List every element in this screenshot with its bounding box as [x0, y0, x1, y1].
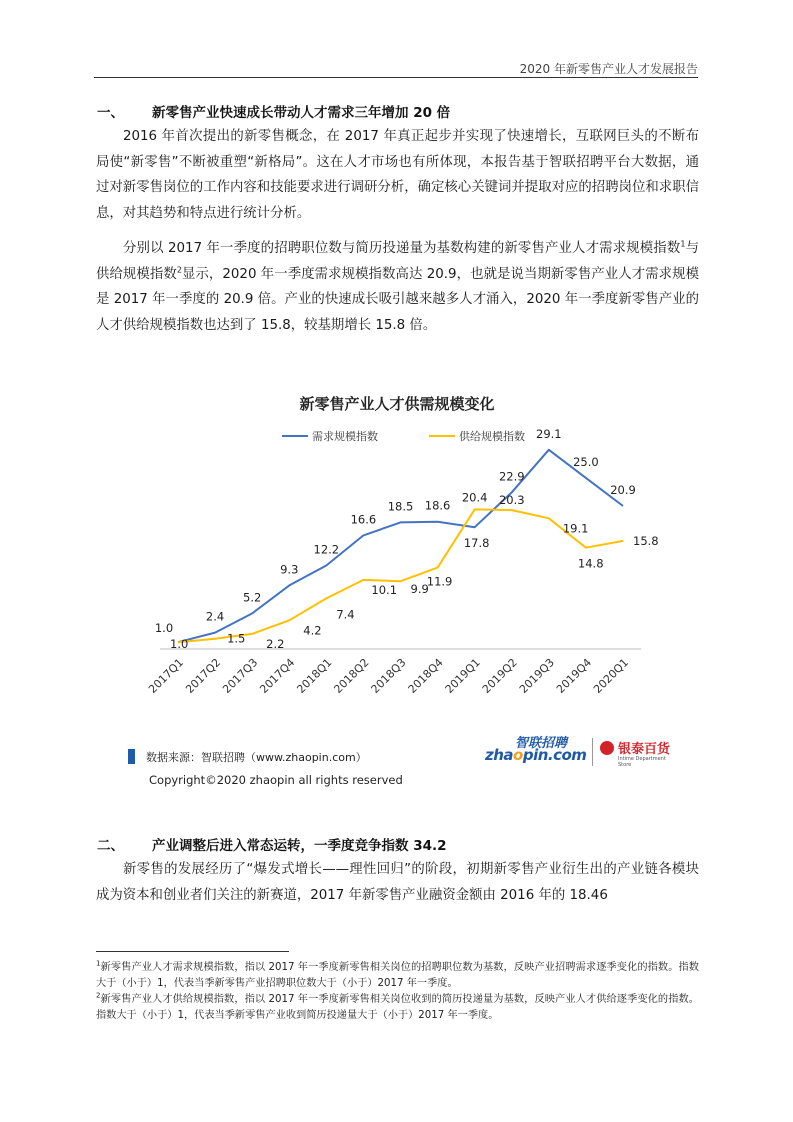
zhaopin-logo-cn: 智联招聘	[515, 736, 568, 751]
zhaopin-logo	[485, 732, 585, 768]
data-label-demand: 16.6	[350, 512, 377, 527]
data-label-demand: 9.3	[280, 562, 299, 577]
x-tick-label: 2019Q4	[553, 655, 595, 696]
x-tick-label: 2017Q2	[183, 655, 224, 696]
data-label-supply: 14.8	[577, 556, 604, 571]
data-label-supply: 15.8	[633, 533, 659, 548]
source-row	[128, 736, 671, 774]
footnote-1-text: 新零售产业人才需求规模指数，指以 2017 年一季度新零售相关岗位的招聘职位数为基数，反映产业招聘需求逐季变化的指数。指数大于（小于）1，代表当季新零售产业招聘职位数大于（小于）2017 年一季度。	[96, 962, 699, 989]
x-tick-label: 2019Q2	[479, 655, 520, 696]
x-tick-label: 2017Q1	[146, 655, 187, 696]
x-tick-label: 2017Q4	[257, 655, 298, 696]
section-1-paragraph-1: 2016 年首次提出的新零售概念，在 2017 年真正起步并实现了快速增长，互联网巨头的不断布局使“新零售”不断被重塑“新格局”。这在人才市场也有所体现，本报告基于智联招聘平台大数据，通过对新零售岗位的工作内容和技能要求进行调研分析，确定核心关键词并提取对应的招聘岗位和求职信息，对其趋势和特点进行统计分析。	[96, 129, 699, 221]
data-label-demand: 12.2	[313, 542, 340, 557]
footnote-ref-2[interactable]: 2	[176, 265, 182, 275]
section-2-number: 二、	[97, 838, 124, 854]
footnote-divider	[96, 951, 289, 952]
data-label-demand: 18.5	[387, 499, 414, 514]
series-line-1	[178, 509, 623, 642]
section-2-paragraph-1: 新零售的发展经历了“爆发式增长——理性回归”的阶段，初期新零售产业衍生出的产业链各模块成为资本和创业者们关注的新赛道，2017 年新零售产业融资金额由 2016 年的 18.46	[96, 862, 699, 903]
data-label-demand: 29.1	[536, 426, 562, 441]
yintai-logo-cn: 银泰百货	[618, 742, 671, 757]
data-label-demand: 5.2	[243, 590, 262, 605]
legend-label-1: 供给规模指数	[459, 430, 525, 443]
para2-text-a: 分别以 2017 年一季度的招聘职位数与简历投递量为基数构建的新零售产业人才需求规模指数	[123, 241, 681, 256]
footnote-2-mark: 2	[96, 991, 101, 1000]
zhaopin-logo-en-b: pin.com	[522, 746, 587, 764]
zhaopin-logo-en-a: zha	[485, 746, 514, 764]
x-tick-label: 2017Q3	[220, 655, 261, 696]
zhaopin-logo-en	[485, 746, 586, 764]
chart-container	[96, 380, 699, 800]
section-1-title: 新零售产业快速成长带动人才需求三年增加 20 倍	[152, 105, 451, 121]
data-label-supply: 4.2	[303, 623, 322, 638]
data-source-label: 数据来源：智联招聘（www.zhaopin.com）	[146, 751, 367, 764]
data-label-demand: 1.0	[154, 621, 174, 636]
zhaopin-logo-en-o: o	[513, 746, 523, 764]
x-tick-label: 2020Q1	[591, 655, 632, 696]
data-label-supply: 20.4	[461, 490, 488, 505]
series-line-0	[178, 450, 623, 642]
x-tick-label: 2019Q1	[442, 655, 483, 696]
header-divider	[94, 77, 698, 78]
chart-title: 新零售产业人才供需规模变化	[299, 395, 495, 413]
footnote-ref-1[interactable]: 1	[680, 239, 686, 249]
data-label-supply: 9.9	[410, 582, 429, 597]
section-1-heading	[97, 101, 450, 121]
data-label-supply: 19.1	[562, 521, 589, 536]
yintai-logo-mark-icon	[600, 741, 614, 755]
data-label-demand: 20.9	[610, 482, 636, 497]
logo-divider	[592, 738, 593, 766]
footnote-1	[96, 960, 699, 992]
source-marker	[128, 749, 135, 764]
footnote-1-mark: 1	[96, 959, 101, 968]
data-label-supply: 2.2	[266, 636, 285, 651]
section-2-title: 产业调整后进入常态运转，一季度竞争指数 34.2	[152, 838, 447, 854]
data-label-supply: 1.0	[170, 637, 189, 652]
data-label-supply: 7.4	[336, 607, 355, 622]
x-tick-label: 2018Q4	[405, 655, 446, 696]
x-tick-label: 2018Q3	[368, 655, 409, 696]
data-label-supply: 10.1	[371, 582, 398, 597]
x-tick-label: 2018Q2	[331, 655, 372, 696]
data-label-demand: 18.6	[424, 498, 451, 513]
section-2-heading	[97, 834, 447, 854]
section-1-number: 一、	[97, 105, 124, 121]
data-label-demand: 2.4	[205, 609, 225, 624]
footnote-2	[96, 992, 699, 1024]
copyright-text: Copyright©2020 zhaopin all rights reserved	[149, 773, 403, 787]
section-1-paragraph-2	[96, 236, 699, 338]
data-label-supply: 11.9	[426, 574, 453, 589]
yintai-logo-en: Intime Department Store	[618, 756, 666, 768]
data-label-demand: 22.9	[498, 469, 525, 484]
yintai-logo	[600, 738, 680, 768]
x-tick-label: 2018Q1	[294, 655, 335, 696]
line-chart	[96, 380, 699, 740]
data-label-demand: 17.8	[463, 536, 490, 551]
para2-text-b: 与供给规模指数	[96, 241, 700, 282]
page-header-title: 2020 年新零售产业人才发展报告	[519, 62, 698, 76]
legend-label-0: 需求规模指数	[312, 430, 378, 443]
para2-text-c: 显示，2020 年一季度需求规模指数高达 20.9，也就是说当期新零售产业人才需求规模是 2017 年一季度的 20.9 倍。产业的快速成长吸引越来越多人才涌入，2020 年一季度新零售产业的人才供给规模指数也达到了 15.8，较基期增长 15.8 倍。	[96, 266, 699, 333]
data-label-demand: 25.0	[573, 454, 599, 469]
footnote-2-text: 新零售产业人才供给规模指数，指以 2017 年一季度新零售相关岗位收到的简历投递量为基数，反映产业人才供给逐季变化的指数。指数大于（小于）1，代表当季新零售产业收到简历投递量大于（小于）2017 年一季度。	[96, 994, 699, 1021]
x-tick-label: 2019Q3	[516, 655, 557, 696]
data-label-supply: 1.5	[227, 631, 246, 646]
data-label-supply: 20.3	[498, 493, 525, 508]
